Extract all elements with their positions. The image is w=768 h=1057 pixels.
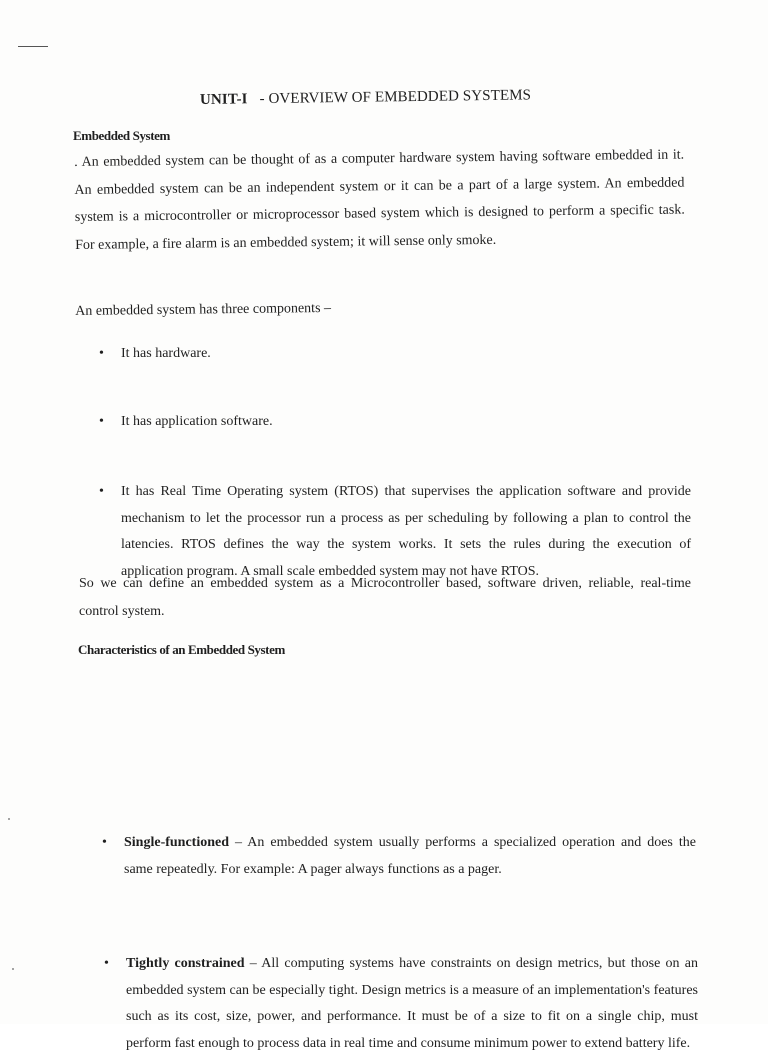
components-intro-text: An embedded system has three components – [75, 300, 332, 319]
component-text: It has hardware. [121, 346, 211, 361]
scan-speck [8, 818, 10, 820]
intro-text: . An embedded system can be thought of as a computer hardware system having software embedded in it. An embedded system can be an independent system or it can be a part of a large system. An embedded system is a microcontroller or microprocessor based system which is designed to perform a specific task. For example, a fire alarm is an embedded system; it will sense only smoke. [74, 147, 685, 253]
page-title [200, 87, 531, 109]
components-intro-paragraph [75, 292, 575, 326]
characteristic-text: – All computing systems have constraints on design metrics, but those on an embedded system can be especially tight. Design metrics is a measure of an implementation's features such as its cost, size, power, and performance. It must be of a size to fit on a single chip, must perform fast enough to process data in real time and consume minimum power to extend battery life. [126, 956, 699, 1051]
characteristic-item-tightly-constrained [104, 951, 699, 1057]
characteristic-term: Single-functioned [124, 835, 230, 850]
component-item-software [99, 409, 681, 436]
bullet-icon: • [102, 835, 107, 850]
bullet-icon: • [99, 413, 104, 429]
bullet-icon: • [104, 956, 109, 971]
summary-text: So we can define an embedded system as a Microcontroller based, software driven, reliable, real-time control system. [79, 576, 691, 619]
scan-speck [12, 968, 14, 970]
component-text: It has Real Time Operating system (RTOS) that supervises the application software and provide mechanism to let the processor run a process as per scheduling by following a plan to control the latencies. RTOS defines the way the system works. It sets the rules during the execution of application program. A small scale embedded system may not have RTOS. [121, 484, 691, 579]
component-text: It has application software. [121, 413, 273, 429]
scan-edge-mark [18, 46, 48, 47]
characteristic-text: – An embedded system usually performs a specialized operation and does the same repeatedly. For example: A pager always functions as a pager. [124, 835, 696, 877]
characteristic-term: Tightly constrained [126, 956, 245, 971]
intro-paragraph [74, 142, 685, 259]
heading-embedded-system: Embedded System [73, 128, 170, 143]
component-item-hardware [99, 341, 681, 368]
characteristic-item-single-functioned [102, 830, 696, 883]
heading-characteristics: Characteristics of an Embedded System [78, 642, 285, 657]
summary-paragraph [79, 570, 691, 625]
title-unit: UNIT-I [199, 91, 248, 108]
bullet-icon: • [99, 346, 104, 361]
bullet-icon: • [99, 484, 104, 499]
title-text: - OVERVIEW OF EMBEDDED SYSTEMS [259, 87, 532, 108]
